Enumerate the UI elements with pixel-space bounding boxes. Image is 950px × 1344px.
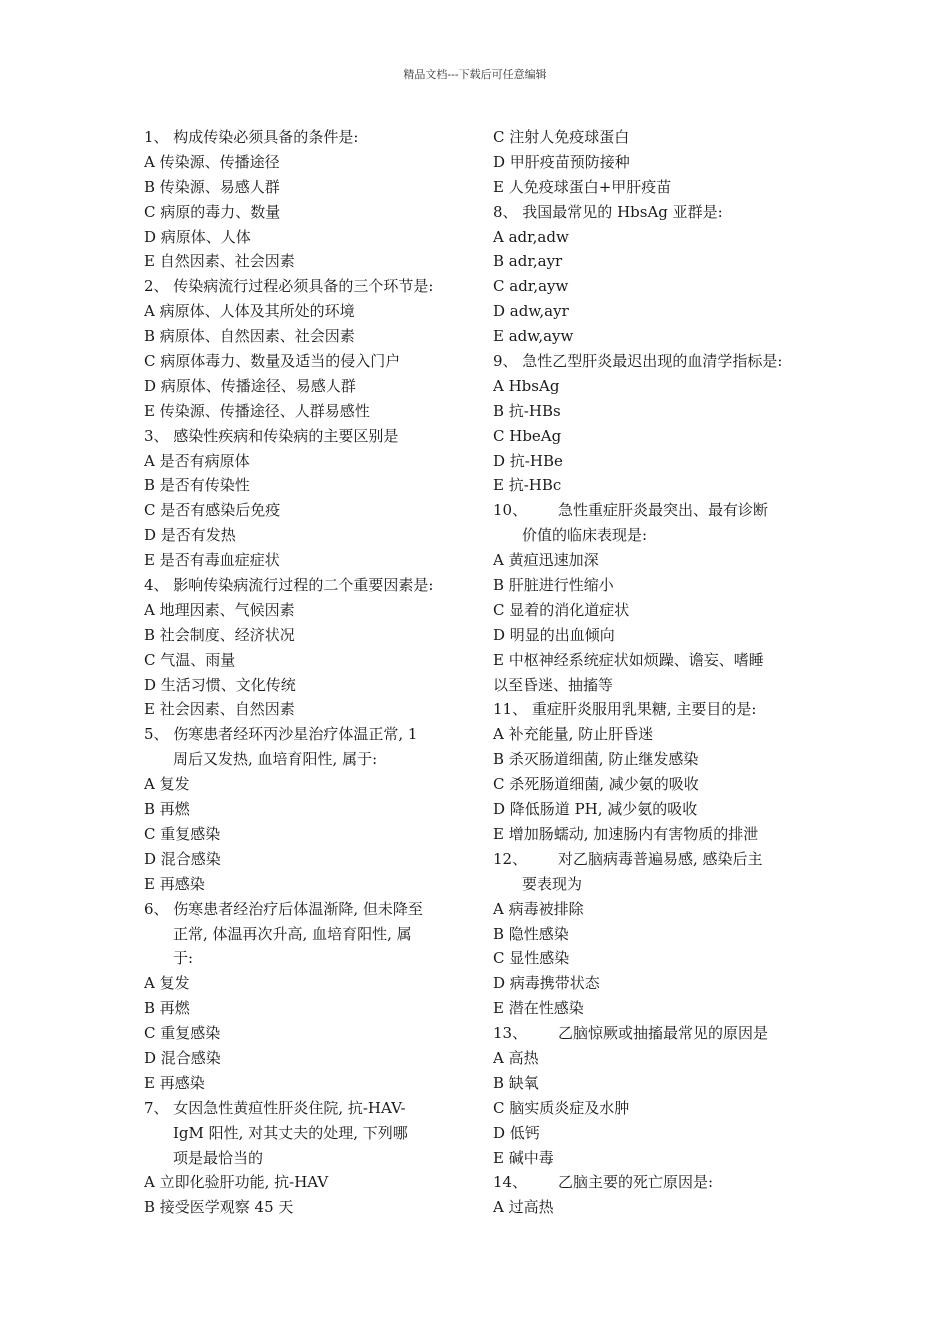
line-text: E 抗-HBc [493,476,562,495]
line-text: C adr,ayw [493,277,569,296]
line-text: IgM 阳性, 对其丈夫的处理, 下列哪 [173,1123,408,1142]
text-line [144,922,470,947]
text-line [144,324,470,349]
text-line [144,1071,470,1096]
line-text: A 补充能量, 防止肝昏迷 [493,725,654,744]
text-line [144,523,470,548]
line-text: B 是否有传染性 [144,476,250,495]
line-text: D 混合感染 [144,1048,221,1067]
line-text: C 显性感染 [493,949,570,968]
line-text: 8、 我国最常见的 HbsAg 亚群是: [493,202,723,221]
text-line [493,598,815,623]
line-text: D adw,ayr [493,302,569,321]
line-text: D 明显的出血倾向 [493,625,615,644]
text-line [493,1071,815,1096]
line-text: 急性重症肝炎最突出、最有诊断 [558,501,769,520]
text-line [144,797,470,822]
line-text: B 隐性感染 [493,924,569,943]
line-text: 周后又发热, 血培育阳性, 属于: [173,750,378,769]
text-line [144,349,470,374]
line-text: E 再感染 [144,874,205,893]
text-line [493,498,815,523]
line-text: B 接受医学观察 45 天 [144,1198,294,1217]
text-line [493,648,815,673]
line-text: C HbeAg [493,426,562,445]
line-text: A 地理因素、气候因素 [144,600,295,619]
line-text: C 杀死肠道细菌, 减少氨的吸收 [493,775,699,794]
text-line [493,872,815,897]
line-text: B 肝脏进行性缩小 [493,576,614,595]
line-text: E 是否有毒血症症状 [144,551,280,570]
right-column [493,125,815,1220]
line-text: 以至昏迷、抽搐等 [493,675,614,694]
text-line [493,473,815,498]
line-text: 1、 构成传染必须具备的条件是: [144,128,359,146]
text-line [144,623,470,648]
text-line [493,374,815,399]
text-line [493,175,815,200]
line-text: B 杀灭肠道细菌, 防止继发感染 [493,750,699,769]
text-line [144,598,470,623]
line-text: 9、 急性乙型肝炎最迟出现的血清学指标是: [493,352,783,371]
line-text: A 复发 [144,974,190,993]
line-text: E 潜在性感染 [493,999,584,1018]
line-text: C 显着的消化道症状 [493,600,630,619]
text-line [493,772,815,797]
question-number: 14、 [493,1173,528,1192]
line-text: C 注射人免疫球蛋白 [493,128,630,146]
line-text: D 生活习惯、文化传统 [144,675,296,694]
text-line [493,1195,815,1220]
line-text: 6、 伤寒患者经治疗后体温渐降, 但未降至 [144,899,423,918]
text-line [144,946,470,971]
line-text: C 病原体毒力、数量及适当的侵入门户 [144,352,401,371]
line-text: D 甲肝疫苗预防接种 [493,152,630,171]
text-line [493,1146,815,1171]
line-text: A 黄疸迅速加深 [493,551,599,570]
question-number: 10、 [493,501,528,520]
line-text: A 病毒被排除 [493,899,584,918]
line-text: E 中枢神经系统症状如烦躁、谵妄、嗜睡 [493,650,764,669]
text-line [144,747,470,772]
line-text: E 传染源、传播途径、人群易感性 [144,401,370,420]
line-text: A 是否有病原体 [144,451,250,470]
text-line [144,872,470,897]
text-line [144,449,470,474]
line-text: D 病原体、传播途径、易感人群 [144,376,356,395]
line-text: 5、 伤寒患者经环丙沙星治疗体温正常, 1 [144,725,418,744]
line-text: E 自然因素、社会因素 [144,252,295,271]
text-line [144,274,470,299]
line-text: A 高热 [493,1048,539,1067]
text-line [493,623,815,648]
text-line [493,399,815,424]
text-line [493,1170,815,1195]
text-line [493,299,815,324]
text-line [493,573,815,598]
line-text: B 再燃 [144,999,190,1018]
line-text: C 是否有感染后免疫 [144,501,281,520]
line-text: 对乙脑病毒普遍易感, 感染后主 [558,849,763,868]
text-line [493,548,815,573]
line-text: 于: [173,949,194,968]
text-line [493,1096,815,1121]
line-text: A HbsAg [493,376,560,395]
text-line [493,922,815,947]
line-text: E 碱中毒 [493,1148,554,1167]
text-line [493,125,815,150]
text-line [144,697,470,722]
text-line [493,424,815,449]
text-line [493,946,815,971]
line-text: C 重复感染 [144,1024,221,1043]
text-line [493,747,815,772]
text-line [144,1195,470,1220]
line-text: 3、 感染性疾病和传染病的主要区别是 [144,426,399,445]
text-line [493,1046,815,1071]
text-line [144,1096,470,1121]
text-line [144,125,470,150]
line-text: B 病原体、自然因素、社会因素 [144,327,355,346]
text-line [144,722,470,747]
line-text: E 人免疫球蛋白+甲肝疫苗 [493,177,672,196]
line-text: B 抗-HBs [493,401,561,420]
line-text: 乙脑主要的死亡原因是: [558,1173,714,1192]
text-line [493,274,815,299]
left-column [144,125,470,1220]
text-line [493,150,815,175]
line-text: E 社会因素、自然因素 [144,700,295,719]
line-text: 4、 影响传染病流行过程的二个重要因素是: [144,576,434,595]
text-line [144,822,470,847]
text-line [144,1046,470,1071]
line-text: B 再燃 [144,800,190,819]
text-line [144,548,470,573]
line-text: D 降低肠道 PH, 减少氨的吸收 [493,800,698,819]
line-text: A 传染源、传播途径 [144,152,280,171]
text-line [144,249,470,274]
line-text: 乙脑惊厥或抽搐最常见的原因是 [558,1024,769,1043]
text-line [493,722,815,747]
line-text: B 社会制度、经济状况 [144,625,295,644]
line-text: A 复发 [144,775,190,794]
text-line [493,1121,815,1146]
line-text: D 低钙 [493,1123,540,1142]
line-text: C 重复感染 [144,824,221,843]
text-line [144,200,470,225]
text-line [493,847,815,872]
text-line [144,473,470,498]
text-line [144,399,470,424]
text-line [144,424,470,449]
text-line [144,225,470,250]
text-line [144,1146,470,1171]
line-text: E 再感染 [144,1073,205,1092]
line-text: 要表现为 [522,874,583,893]
line-text: 价值的临床表现是: [522,526,648,545]
text-line [144,1021,470,1046]
line-text: B 缺氧 [493,1073,539,1092]
text-line [144,150,470,175]
line-text: D 病毒携带状态 [493,974,600,993]
line-text: B adr,ayr [493,252,563,271]
text-line [144,897,470,922]
text-line [144,1121,470,1146]
text-line [144,996,470,1021]
line-text: 7、 女因急性黄疸性肝炎住院, 抗-HAV- [144,1098,406,1117]
line-text: 2、 传染病流行过程必须具备的三个环节是: [144,277,434,296]
line-text: D 混合感染 [144,849,221,868]
question-number: 12、 [493,849,528,868]
line-text: E 增加肠蠕动, 加速肠内有害物质的排泄 [493,824,759,843]
text-line [493,996,815,1021]
text-line [493,797,815,822]
text-line [493,200,815,225]
text-line [493,1021,815,1046]
text-line [493,225,815,250]
line-text: 正常, 体温再次升高, 血培育阳性, 属 [173,924,412,943]
text-line [493,349,815,374]
line-text: D 是否有发热 [144,526,236,545]
text-line [144,175,470,200]
line-text: 项是最恰当的 [173,1148,264,1167]
text-line [493,673,815,698]
text-line [144,573,470,598]
text-line [144,1170,470,1195]
text-line [493,697,815,722]
line-text: C 气温、雨量 [144,650,236,669]
text-line [493,249,815,274]
page-header: 精品文档---下载后可任意编辑 [403,68,547,81]
line-text: E adw,ayw [493,327,574,346]
text-line [144,299,470,324]
text-line [144,648,470,673]
line-text: A adr,adw [493,227,569,246]
text-line [144,772,470,797]
text-line [144,498,470,523]
line-text: B 传染源、易感人群 [144,177,280,196]
text-line [493,971,815,996]
text-line [144,971,470,996]
line-text: 11、 重症肝炎服用乳果糖, 主要目的是: [493,700,757,719]
line-text: A 过高热 [493,1198,554,1217]
text-line [493,822,815,847]
line-text: D 病原体、人体 [144,227,251,246]
line-text: A 病原体、人体及其所处的环境 [144,302,355,321]
text-line [144,673,470,698]
line-text: A 立即化验肝功能, 抗-HAV [144,1173,329,1192]
text-line [144,847,470,872]
line-text: C 脑实质炎症及水肿 [493,1098,630,1117]
question-number: 13、 [493,1024,528,1043]
text-line [493,523,815,548]
line-text: C 病原的毒力、数量 [144,202,281,221]
line-text: D 抗-HBe [493,451,563,470]
text-line [144,374,470,399]
text-line [493,449,815,474]
text-line [493,897,815,922]
text-line [493,324,815,349]
